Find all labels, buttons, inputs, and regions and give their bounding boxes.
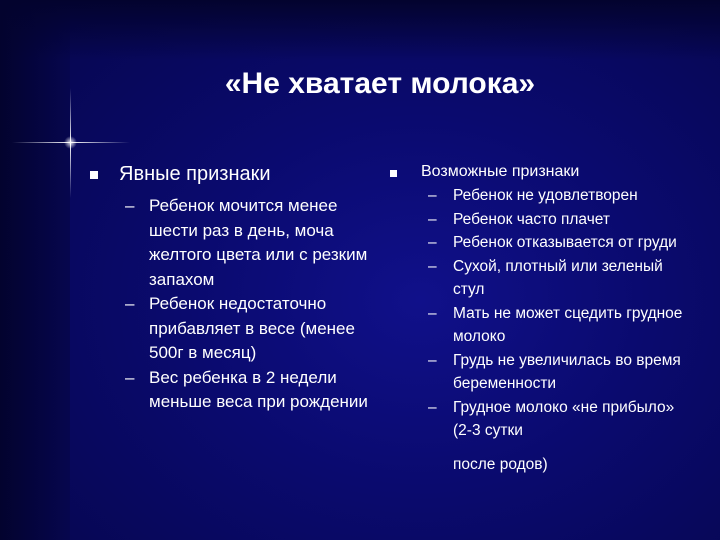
left-heading: Явные признаки xyxy=(119,163,271,185)
list-item: – Ребенок часто плачет xyxy=(390,208,690,232)
dash-bullet-icon: – xyxy=(125,367,135,387)
list-item: – Мать не может сцедить грудное молоко xyxy=(390,302,690,349)
list-item: – Ребенок недостаточно прибавляет в весе (менее 500г в месяц) xyxy=(125,294,355,362)
left-sub-list xyxy=(90,194,380,415)
list-item: – Ребенок мочится менее шести раз в день, моча желтого цвета или с резким запахом xyxy=(125,196,368,289)
left-shadow-band xyxy=(0,0,70,540)
dash-bullet-icon: – xyxy=(428,304,437,322)
dash-bullet-icon: – xyxy=(428,187,437,204)
list-continuation-text: после родов) xyxy=(453,455,548,473)
list-item: – Ребенок не удовлетворен xyxy=(390,184,690,208)
right-heading-item xyxy=(390,160,690,184)
right-heading: Возможные признаки xyxy=(421,163,580,180)
left-column xyxy=(90,160,380,415)
square-bullet-icon xyxy=(90,171,98,179)
dash-bullet-icon: – xyxy=(428,234,437,251)
dash-bullet-icon: – xyxy=(428,351,437,369)
dash-bullet-icon: – xyxy=(428,398,437,416)
right-column xyxy=(390,160,690,476)
list-item: – Сухой, плотный или зеленый стул xyxy=(390,255,690,302)
list-item: – Грудное молоко «не прибыло» (2-3 сутки xyxy=(390,396,690,443)
left-heading-item xyxy=(90,160,380,188)
list-item: – Вес ребенка в 2 недели меньше веса при рождении xyxy=(125,367,368,411)
list-item: – Грудь не увеличилась во время беременности xyxy=(390,349,690,396)
slide-title: «Не хватает молока» xyxy=(224,67,536,100)
sparkle-star-icon xyxy=(64,136,77,149)
dash-bullet-icon: – xyxy=(428,210,437,228)
right-sub-list xyxy=(390,184,690,443)
square-bullet-icon xyxy=(390,170,397,177)
dash-bullet-icon: – xyxy=(125,196,135,215)
dash-bullet-icon: – xyxy=(125,294,135,313)
list-item: – Ребенок отказывается от груди xyxy=(390,231,690,255)
dash-bullet-icon: – xyxy=(428,257,437,275)
top-shadow-band xyxy=(0,0,720,60)
